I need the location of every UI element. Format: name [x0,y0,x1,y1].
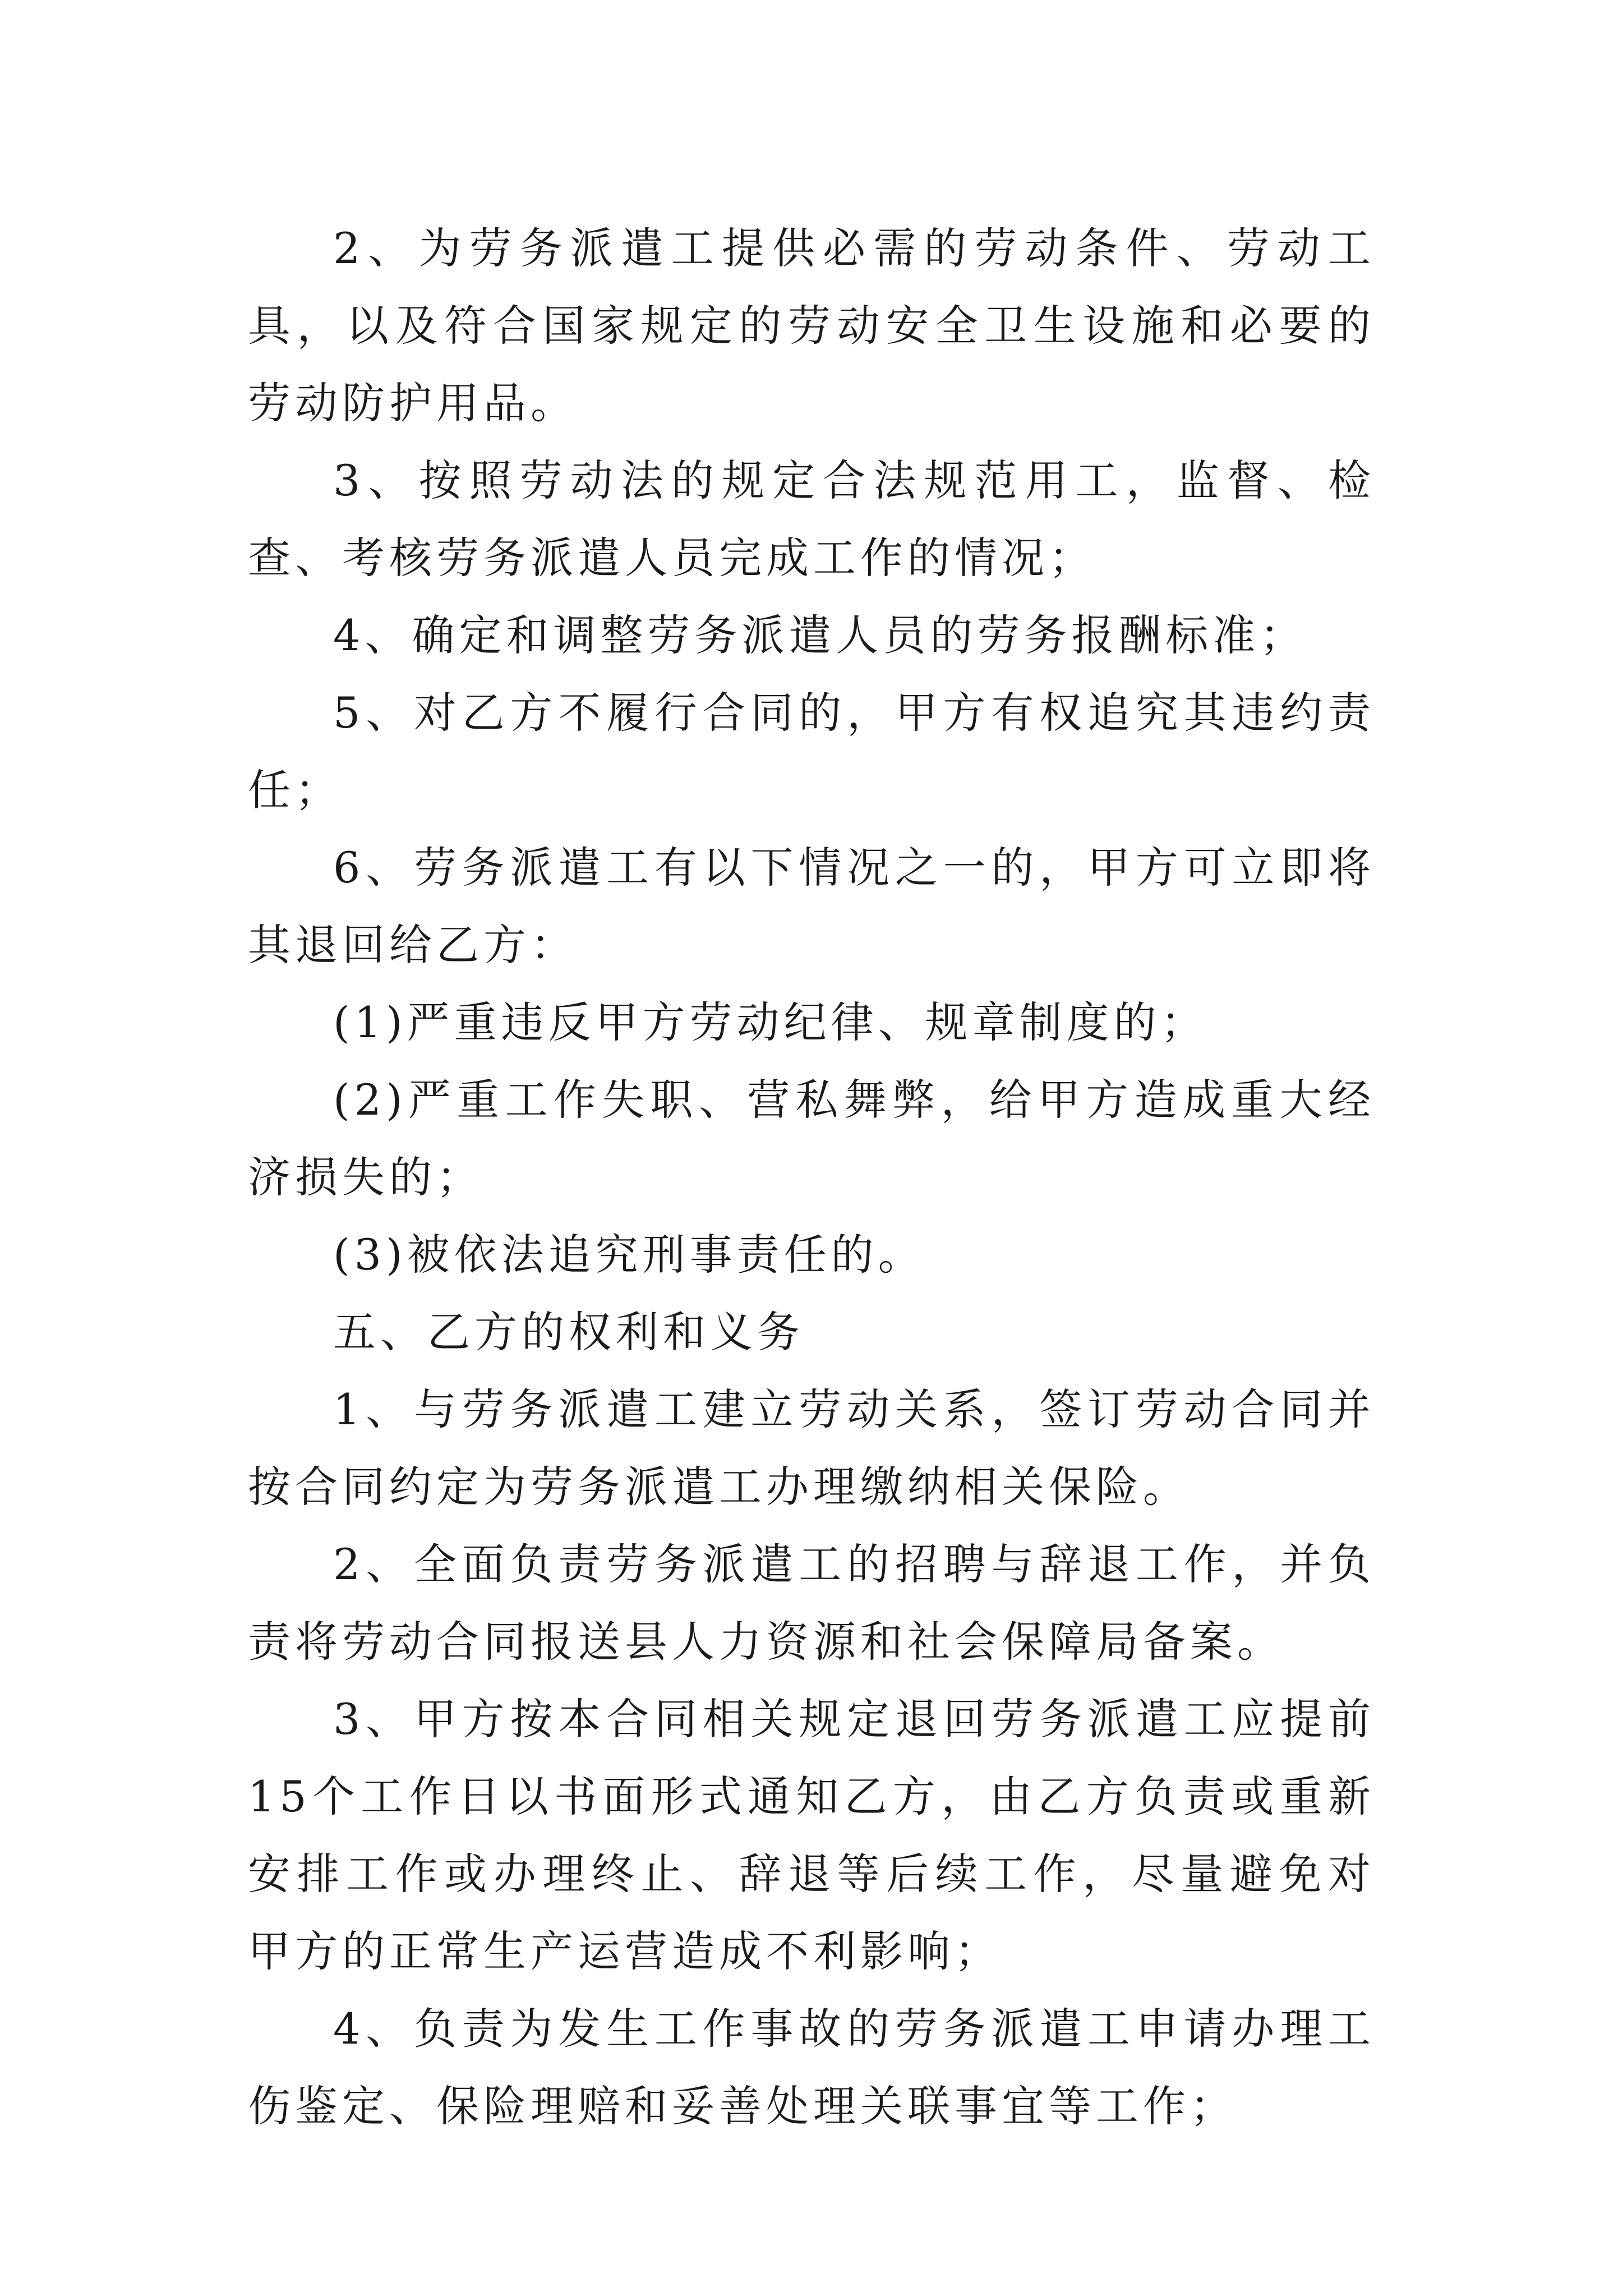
clause-paragraph: 4、确定和调整劳务派遣人员的劳务报酬标准； [333,610,1307,660]
clause-paragraph: 5、对乙方不履行合同的，甲方有权追究其违约责任； [248,688,1375,815]
sub-clause-paragraph: (3)被依法追究刑事责任的。 [333,1230,925,1280]
document-body [248,210,1375,2145]
clause-paragraph: 4、负责为发生工作事故的劳务派遣工申请办理工伤鉴定、保险理赔和妥善处理关联事宜等工作； [248,2004,1375,2131]
clause-paragraph: 3、甲方按本合同相关规定退回劳务派遣工应提前15个工作日以书面形式通知乙方，由乙方负责或重新安排工作或办理终止、辞退等后续工作，尽量避免对甲方的正常生产运营造成不利影响； [248,1694,1375,1976]
section-heading: 五、乙方的权利和义务 [333,1307,804,1357]
sub-clause-paragraph: (1)严重违反甲方劳动纪律、规章制度的； [333,997,1208,1047]
clause-paragraph: 3、按照劳动法的规定合法规范用工，监督、检查、考核劳务派遣人员完成工作的情况； [248,455,1375,583]
clause-paragraph: 1、与劳务派遣工建立劳动关系，签订劳动合同并按合同约定为劳务派遣工办理缴纳相关保险。 [248,1384,1375,1512]
clause-paragraph: 2、为劳务派遣工提供必需的劳动条件、劳动工具，以及符合国家规定的劳动安全卫生设施和必要的劳动防护用品。 [248,223,1375,428]
clause-paragraph: 6、劳务派遣工有以下情况之一的，甲方可立即将其退回给乙方： [248,843,1375,970]
sub-clause-paragraph: (2)严重工作失职、营私舞弊，给甲方造成重大经济损失的； [248,1075,1375,1202]
clause-paragraph: 2、全面负责劳务派遣工的招聘与辞退工作，并负责将劳动合同报送县人力资源和社会保障局备案。 [248,1539,1375,1667]
